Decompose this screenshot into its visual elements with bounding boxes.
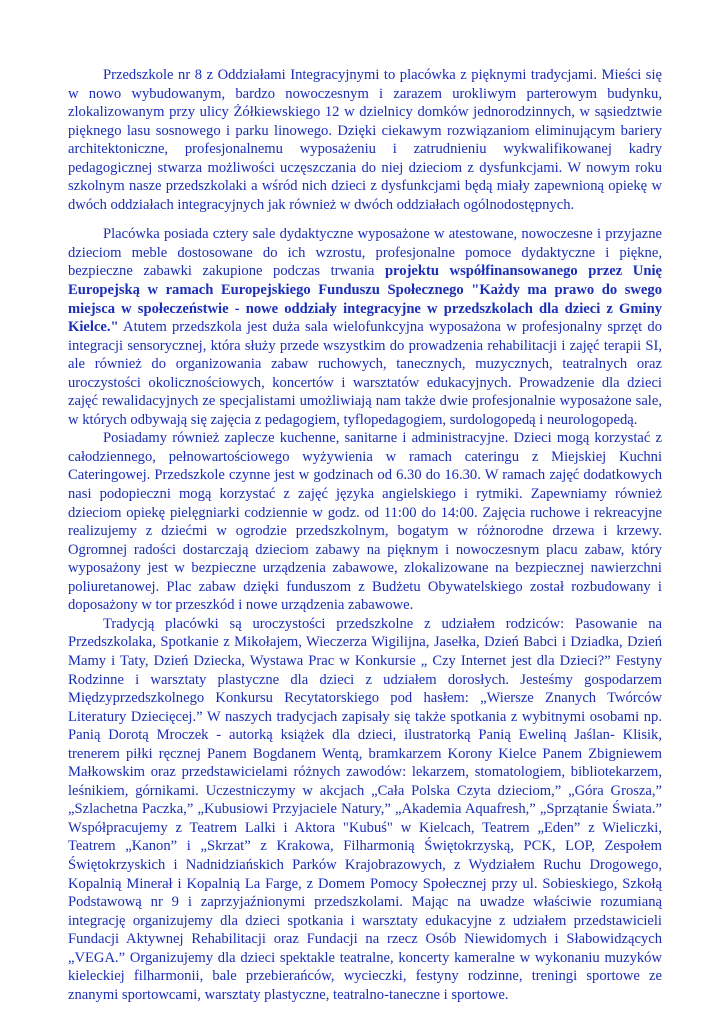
paragraph-facilities-lead: Placówka posiada cztery sale dydaktyczne wyposażone w atestowane, nowoczesne i przyjazne dzieciom meble dostosowane do ich wzrostu, profesjonalne pomoce dydaktyczne i piękne, bezpieczne zabawki zakupione podczas trwania — [68, 226, 662, 280]
paragraph-services: Posiadamy również zaplecze kuchenne, sanitarne i administracyjne. Dzieci mogą korzystać z całodziennego, pełnowartościowego wyżywienia w ramach cateringu z Miejskiej Kuchni Cateringowej. Przedszkole czynne jest w godzinach od 6.30 do 16.30. W ramach zajęć dodatkowych nasi podopieczni mogą korzystać z zajęć języka angielskiego i rytmiki. Zapewniamy również dzieciom opiekę pielęgniarki codziennie w godz. od 11:00 do 14:00. Zajęcia ruchowe i rekreacyjne realizujemy z dziećmi w ogrodzie przedszkolnym, bogatym w różnorodne drzewa i krzewy. Ogromnej radości dostarczają dzieciom zabawy na pięknym i nowoczesnym placu zabaw, który wyposażony jest w bezpieczne urządzenia zabawowe, zlokalizowane na bezpiecznej nawierzchni poliuretanowej. Plac zabaw dzięki funduszom z Budżetu Obywatelskiego został rozbudowany i doposażony w tor przeszkód i nowe urządzenia zabawowe. — [68, 430, 662, 614]
project-title: projektu współfinansowanego przez Unię Europejską w ramach Europejskiego Funduszu Społecznego "Każdy ma prawo do swego miejsca w społeczeństwie - nowe oddziały integracyjne w przedszkolach dla dzieci z Gminy Kielce." — [68, 263, 662, 336]
paragraph-facilities-rest: Atutem przedszkola jest duża sala wielofunkcyjna wyposażona w profesjonalny sprzęt do integracji sensorycznej, która służy przede wszystkim do prowadzenia rehabilitacji i zajęć terapii SI, ale również do organizowania zabaw ruchowych, tanecznych, muzycznych, teatralnych oraz uroczystości okolicznościowych, koncertów i warsztatów edukacyjnych. Prowadzenie dla dzieci zajęć rewalidacyjnych ze specjalistami umożliwiają nam także dwie profesjonalnie wyposażone sale, w których odbywają się zajęcia z pedagogiem, tyflopedagogiem, surdologopedą i neurologopedą. — [68, 319, 662, 428]
document-body — [68, 66, 662, 1004]
paragraph-facilities — [68, 225, 662, 429]
paragraph-traditions: Tradycją placówki są uroczystości przedszkolne z udziałem rodziców: Pasowanie na Przedszkolaka, Spotkanie z Mikołajem, Wieczerza Wigilijna, Jasełka, Dzień Babci i Dziadka, Dzień Mamy i Taty, Dzień Dziecka, Wystawa Prac w Konkursie „ Czy Internet jest dla Dzieci?” Festyny Rodzinne i warsztaty plastyczne dla dzieci z udziałem dorosłych. Jesteśmy gospodarzem Międzyprzedszkolnego Konkursu Recytatorskiego pod hasłem: „Wiersze Znanych Twórców Literatury Dziecięcej.” W naszych tradycjach zapisały się także spotkania z wybitnymi osobami np. Panią Dorotą Mroczek - autorką książek dla dzieci, ilustratorką Panią Eweliną Jaślan- Klisik, trenerem piłki ręcznej Panem Bogdanem Wentą, bramkarzem Korony Kielce Panem Zbigniewem Małkowskim oraz przedstawicielami różnych zawodów: lekarzem, stomatologiem, bibliotekarzem, leśnikiem, górnikami. Uczestniczymy w akcjach „Cała Polska Czyta dzieciom,” „Góra Grosza,” „Szlachetna Paczka,” „Kubusiowi Przyjaciele Natury,” „Akademia Aquafresh,” „Sprzątanie Świata.” Współpracujemy z Teatrem Lalki i Aktora "Kubuś" w Kielcach, Teatrem „Eden” z Wieliczki, Teatrem „Kanon” i „Skrzat” z Krakowa, Filharmonią Świętokrzyską, PCK, LOP, Zespołem Świętokrzyskich i Nadnidziańskich Parków Krajobrazowych, z Wydziałem Ruchu Drogowego, Kopalnią Minerał i Kopalnią La Farge, z Domem Pomocy Społecznej przy ul. Sobieskiego, Szkołą Podstawową nr 9 i zaprzyjaźnionymi przedszkolami. Mając na uwadze właściwie rozumianą integrację organizujemy dla dzieci spotkania i warsztaty edukacyjne z udziałem przedstawicieli Fundacji Aktywnej Rehabilitacji oraz Fundacji na rzecz Osób Niewidomych i Słabowidzących „VEGA.” Organizujemy dla dzieci spektakle teatralne, koncerty kameralne w wykonaniu muzyków kieleckiej filharmonii, bale przebierańców, wycieczki, festyny rodzinne, treningi sportowe ze znanymi sportowcami, warsztaty plastyczne, teatralno-taneczne i sportowe. — [68, 615, 662, 1003]
paragraph-intro: Przedszkole nr 8 z Oddziałami Integracyjnymi to placówka z pięknymi tradycjami. Mieści się w nowo wybudowanym, bardzo nowoczesnym i zarazem urokliwym parterowym budynku, zlokalizowanym przy ulicy Żółkiewskiego 12 w dzielnicy domków jednorodzinnych, w sąsiedztwie pięknego lasu sosnowego i parku linowego. Dzięki ciekawym rozwiązaniom eliminującym bariery architektoniczne, profesjonalnemu wyposażeniu i zatrudnieniu wykwalifikowanej kadry pedagogicznej stwarza możliwości uczęszczania do niej dzieciom z dysfunkcjami. W nowym roku szkolnym nasze przedszkolaki a wśród nich dzieci z dysfunkcjami będą miały zapewnioną opiekę w dwóch oddziałach integracyjnych jak również w dwóch oddziałach ogólnodostępnych. — [68, 67, 662, 213]
